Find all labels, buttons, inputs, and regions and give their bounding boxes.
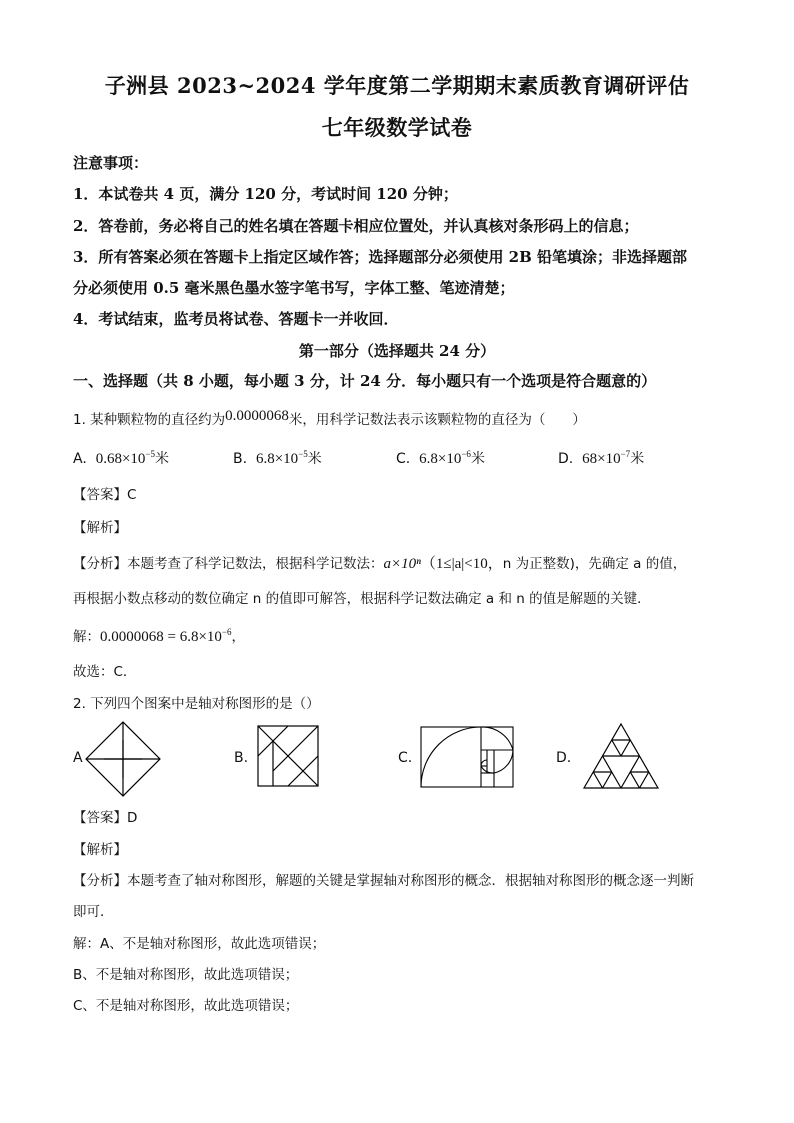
option-unit: 米 <box>154 451 169 467</box>
q2-label-d: D. <box>556 750 572 766</box>
option-base: 6.8×10 <box>255 451 299 467</box>
q2-label-a: A <box>73 750 83 766</box>
analysis-condition: （1≤|a|<10， <box>420 556 503 572</box>
option-base: 0.68×10 <box>95 451 146 467</box>
q2-analysis-label: 【解析】 <box>73 842 127 858</box>
note-item-2: 2．答卷前，务必将自己的姓名填在答题卡相应位置处，并认真核对条形码上的信息； <box>73 217 639 235</box>
q2-solution-a: 解：A、不是轴对称图形，故此选项错误； <box>73 936 326 952</box>
q1-analysis-line1 <box>73 552 723 573</box>
option-letter: D. <box>558 451 574 467</box>
q1-solution <box>73 625 723 646</box>
option-letter: C. <box>396 451 411 467</box>
note-item-4: 4．考试结束，监考员将试卷、答题卡一并收回． <box>73 310 399 328</box>
option-exp: −5 <box>145 449 155 459</box>
note-item-1: 1．本试卷共 4 页，满分 120 分，考试时间 120 分钟； <box>73 185 458 203</box>
q1-analysis-line2: 再根据小数点移动的数位确定 n 的值即可解答，根据科学记数法确定 a 和 n 的值是解题的关键． <box>73 591 651 607</box>
q1-stem-prefix: 1. 某种颗粒物的直径约为 <box>73 412 226 428</box>
option-unit: 米 <box>470 451 485 467</box>
q1-answer: 【答案】C <box>73 487 137 503</box>
analysis-formula: a×10ⁿ <box>383 556 421 572</box>
q1-option-a <box>73 448 169 468</box>
exam-subtitle: 七年级数学试卷 <box>321 115 473 140</box>
solution-suffix: ， <box>231 629 245 645</box>
solution-prefix: 解： <box>73 629 100 645</box>
q1-option-d <box>558 448 644 468</box>
q2-label-b: B. <box>234 750 249 766</box>
q2-figure-b <box>256 724 320 788</box>
q2-analysis-line1: 【分析】本题考查了轴对称图形，解题的关键是掌握轴对称图形的概念．根据轴对称图形的概念逐一判断 <box>73 873 694 889</box>
part-title: 第一部分（选择题共 24 分） <box>298 342 496 360</box>
q2-figure-c <box>420 726 514 788</box>
analysis-text: 【分析】本题考查了科学记数法，根据科学记数法： <box>73 556 384 572</box>
exam-title: 子洲县 2023~2024 学年度第二学期期末素质教育调研评估 <box>104 73 690 98</box>
section-heading: 一、选择题（共 8 小题，每小题 3 分，计 24 分．每小题只有一个选项是符合题意的） <box>73 372 657 390</box>
q1-stem <box>73 408 723 429</box>
q2-stem: 2. 下列四个图案中是轴对称图形的是（） <box>73 696 320 712</box>
q2-figure-d <box>582 722 660 790</box>
q2-solution-b: B、不是轴对称图形，故此选项错误； <box>73 967 299 983</box>
option-letter: B. <box>233 451 248 467</box>
q1-analysis-label: 【解析】 <box>73 520 127 536</box>
option-exp: −7 <box>620 449 631 459</box>
q1-option-b <box>233 448 322 468</box>
option-letter: A. <box>73 451 87 467</box>
q1-stem-suffix: 米，用科学记数法表示该颗粒物的直径为（ ） <box>288 412 586 428</box>
analysis-text-c: n 为正整数)，先确定 a 的值， <box>502 556 687 572</box>
q1-option-c <box>396 448 485 468</box>
q2-solution-c: C、不是轴对称图形，故此选项错误； <box>73 998 299 1014</box>
q1-stem-value: 0.0000068 <box>225 408 289 424</box>
note-item-3-cont: 分必须使用 0.5 毫米黑色墨水签字笔书写，字体工整、笔迹清楚； <box>73 279 515 297</box>
note-item-3: 3．所有答案必须在答题卡上指定区域作答；选择题部分必须使用 2B 铅笔填涂；非选择题部 <box>73 248 688 266</box>
solution-expr: 0.0000068 = 6.8×10 <box>100 629 222 645</box>
option-exp: −5 <box>298 449 308 459</box>
q2-answer: 【答案】D <box>73 810 138 826</box>
solution-exp: −6 <box>221 627 232 637</box>
notes-heading: 注意事项： <box>73 154 149 172</box>
option-base: 68×10 <box>582 451 621 467</box>
q2-analysis-line2: 即可． <box>73 904 114 920</box>
q2-label-c: C. <box>398 750 413 766</box>
option-unit: 米 <box>630 451 645 467</box>
q2-figure-a <box>84 720 162 798</box>
option-base: 6.8×10 <box>419 451 462 467</box>
q1-conclusion: 故选：C． <box>73 664 137 680</box>
option-unit: 米 <box>307 451 322 467</box>
option-exp: −6 <box>461 449 471 459</box>
